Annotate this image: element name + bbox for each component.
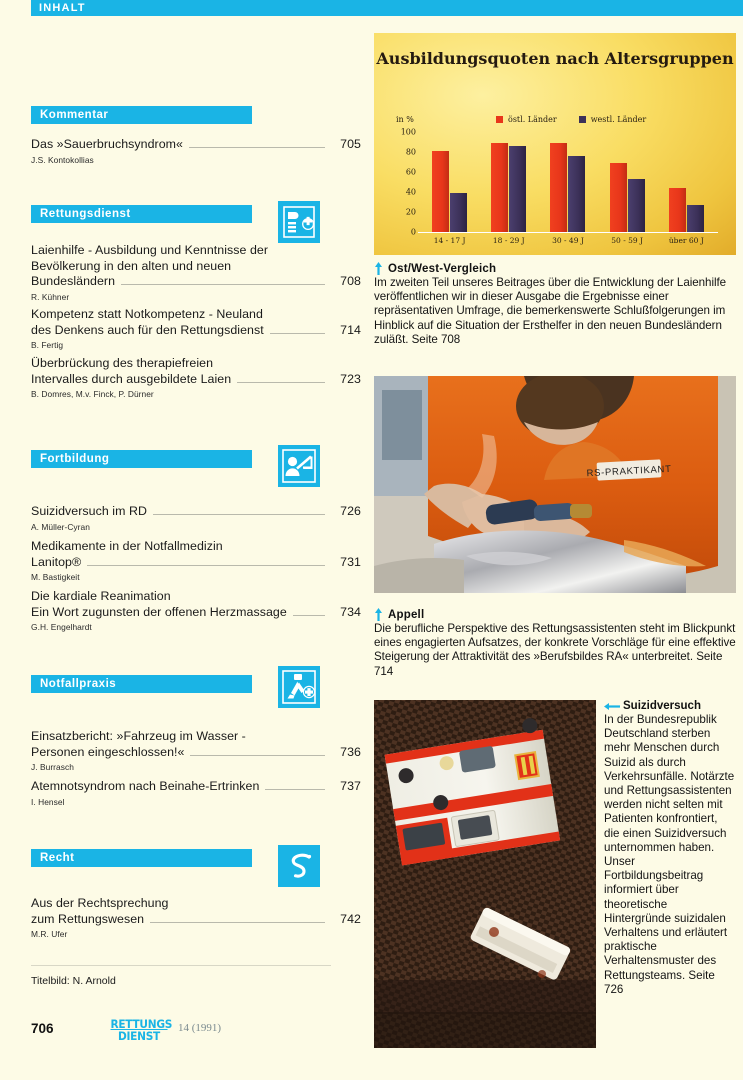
entry-title-line: Suizidversuch im RD (31, 504, 147, 518)
toc-entry[interactable] (31, 243, 361, 302)
entry-page-number: 708 (340, 274, 361, 289)
leader-dots (265, 789, 325, 790)
entry-page-number: 731 (340, 554, 361, 569)
toc-entry[interactable] (31, 779, 361, 807)
blurb-suizidversuch (604, 700, 736, 997)
section-label: Notfallpraxis (40, 678, 117, 690)
y-tick: 20 (405, 207, 416, 217)
toc-entry[interactable] (31, 504, 361, 532)
toc-entry[interactable] (31, 539, 361, 582)
cover-credit: Titelbild: N. Arnold (31, 975, 116, 987)
entry-page-number: 736 (340, 744, 361, 759)
toc-entry[interactable] (31, 307, 361, 350)
chart-x-tick-labels (420, 236, 716, 245)
section-header-kommentar (31, 106, 252, 124)
entry-title-line: des Denkens auch für den Rettungsdienst (31, 322, 264, 337)
blurb-ost-west (374, 262, 736, 347)
toc-entry[interactable] (31, 356, 361, 399)
chart-x-axis (418, 232, 718, 233)
blurb-heading (374, 608, 736, 621)
lecturer-icon (278, 445, 320, 487)
legend-item-west (579, 115, 646, 124)
aesculapian-snake-icon (278, 845, 320, 887)
entry-page-number: 723 (340, 371, 361, 386)
logo-line-1: RETTUNGS (110, 1017, 173, 1031)
bar-group (550, 132, 585, 232)
entry-title (31, 589, 361, 620)
y-tick: 60 (405, 167, 416, 177)
chart-y-axis-label: in % (396, 115, 414, 124)
arrow-up-icon (374, 262, 383, 275)
ausbildungsquoten-chart (374, 33, 736, 255)
entry-title-line: Bevölkerung in den alten und neuen (31, 258, 232, 273)
inhalt-label: INHALT (39, 2, 86, 14)
entry-title (31, 307, 361, 338)
page-number: 706 (31, 1021, 54, 1036)
leader-dots (150, 922, 325, 923)
entry-title-line: zum Rettungswesen (31, 911, 145, 926)
chart-title (374, 49, 736, 68)
section-label: Recht (40, 852, 75, 864)
blurb-heading-text: Appell (388, 608, 425, 621)
entry-page-number: 714 (340, 322, 361, 337)
entry-title-line: Laienhilfe - Ausbildung und Kenntnisse der (31, 243, 269, 257)
entry-title-line: Bundesländern (31, 274, 116, 289)
footer-divider (31, 965, 331, 966)
leader-dots (153, 514, 325, 515)
blurb-heading-text: Suizidversuch (623, 700, 701, 712)
y-tick: 0 (410, 227, 416, 237)
chart-title-text: Ausbildungsquoten nach Altersgruppen (376, 49, 734, 68)
section-header-rettungsdienst (31, 205, 252, 223)
entry-title (31, 896, 361, 927)
y-tick: 100 (400, 127, 416, 137)
entry-title (31, 504, 361, 520)
entry-title-line: Medikamente in der Notfallmedizin (31, 539, 223, 553)
ambulance-accident-scene-photo (374, 700, 596, 1048)
section-label: Kommentar (40, 109, 109, 121)
entry-author: B. Fertig (31, 340, 64, 351)
x-tick: 30 - 49 J (552, 236, 584, 245)
blurb-body: In der Bundesrepublik Deutschland sterben mehr Menschen durch Suizid als durch Verkehrsunfälle. Notärzte und Rettungsassistenten werden nicht selten mit Patienten konfrontiert, die einen Suizidversuch unternommen haben. Unser Fortbildungsbeitrag informiert über theoretische Hintergründe suizidalen Verhaltens und erläutert praktische Verhaltensmuster des Rettungsteams. Seite 726 (604, 713, 735, 996)
rettungsdienst-logo (108, 1017, 173, 1043)
toc-entry[interactable] (31, 729, 361, 772)
chart-bars (420, 132, 716, 232)
leader-dots (189, 147, 325, 148)
section-label: Fortbildung (40, 453, 110, 465)
entry-title-line: Aus der Rechtsprechung (31, 896, 169, 910)
legend-item-ost (496, 115, 557, 124)
legend-label-west: westl. Länder (590, 115, 647, 124)
legend-swatch-west (579, 116, 586, 123)
y-tick: 40 (405, 187, 416, 197)
entry-title (31, 243, 361, 290)
entry-title (31, 539, 361, 570)
toc-entry[interactable] (31, 589, 361, 632)
volume-year: 14 (1991) (178, 1022, 222, 1034)
chart-y-ticks (392, 125, 416, 237)
leader-dots (237, 382, 325, 383)
leader-dots (121, 284, 325, 285)
leader-dots (87, 565, 325, 566)
entry-author: I. Hensel (31, 796, 65, 807)
svg-text:RS-PRAKTIKANT: RS-PRAKTIKANT (586, 463, 672, 480)
leader-dots (270, 333, 325, 334)
first-aid-person-icon (278, 666, 320, 708)
blurb-body: Die berufliche Perspektive des Rettungsassistenten steht im Blickpunkt eines engagierten Aufsatzes, der konkrete Vorschläge für eine effektive Steigerung der Attraktivität des »Berufsbildes RA« unterbreitet. Seite 714 (374, 622, 736, 678)
entry-title-line: Überbrückung des therapiefreien (31, 356, 214, 370)
bar-group (610, 132, 645, 232)
x-tick: 18 - 29 J (492, 236, 525, 245)
section-header-fortbildung (31, 450, 252, 468)
blurb-heading (604, 700, 736, 712)
entry-author: G.H. Engelhardt (31, 622, 92, 633)
entry-page-number: 737 (340, 779, 361, 793)
entry-author: J.S. Kontokollias (31, 154, 94, 165)
blurb-body: Im zweiten Teil unseres Beitrages über die Entwicklung der Laienhilfe veröffentlichen wir in dieser Ausgabe die Ergebnisse einer repräsentativen Umfrage, die bemerkenswerte Schlußfolgerungen im Hinblick auf die Situation der Ersthelfer in den neuen Bundesländern zuläßt. Seite 708 (374, 276, 727, 346)
section-header-notfallpraxis (31, 675, 252, 693)
entry-title-line: Ein Wort zugunsten der offenen Herzmassage (31, 604, 287, 619)
entry-author: R. Kühner (31, 291, 70, 302)
entry-title-line: Personen eingeschlossen!« (31, 744, 185, 759)
x-tick: 14 - 17 J (433, 236, 466, 245)
x-tick: 50 - 59 J (611, 236, 644, 245)
entry-page-number: 734 (340, 604, 361, 619)
logo-line-2: DIENST (110, 1029, 167, 1041)
bar-group (669, 132, 704, 232)
toc-entry[interactable] (31, 137, 361, 165)
entry-title (31, 137, 361, 153)
bar-group (491, 132, 526, 232)
entry-title-line: Intervalles durch ausgebildete Laien (31, 371, 232, 386)
entry-page-number: 705 (340, 137, 361, 151)
entry-title-line: Atemnotsyndrom nach Beinahe-Ertrinken (31, 779, 260, 793)
entry-title-line: Das »Sauerbruchsyndrom« (31, 137, 183, 151)
entry-page-number: 742 (340, 911, 361, 926)
entry-title (31, 779, 361, 795)
legend-swatch-ost (496, 116, 503, 123)
ambulance-book-icon (278, 201, 320, 243)
entry-title (31, 356, 361, 387)
entry-page-number: 726 (340, 504, 361, 518)
x-tick: über 60 J (668, 236, 704, 245)
leader-dots (293, 615, 325, 616)
entry-author: A. Müller-Cyran (31, 521, 90, 532)
paramedic-trainee-photo (374, 376, 736, 593)
entry-author: J. Burrasch (31, 762, 74, 773)
entry-title-line: Die kardiale Reanimation (31, 589, 171, 603)
arrow-left-icon (604, 702, 620, 711)
section-label: Rettungsdienst (40, 208, 131, 220)
blurb-heading-text: Ost/West-Vergleich (388, 262, 497, 275)
entry-author: M.R. Ufer (31, 929, 68, 940)
toc-entry[interactable] (31, 896, 361, 939)
entry-author: B. Domres, M.v. Finck, P. Dürner (31, 389, 154, 400)
entry-title-line: Kompetenz statt Notkompetenz - Neuland (31, 307, 263, 321)
section-header-recht (31, 849, 252, 867)
bar-group (432, 132, 467, 232)
y-tick: 80 (405, 147, 416, 157)
leader-dots (190, 755, 325, 756)
chart-legend (496, 115, 646, 124)
legend-label-ost: östl. Länder (508, 115, 557, 124)
blurb-appell (374, 608, 736, 679)
blurb-heading (374, 262, 736, 275)
table-of-contents-column (31, 0, 361, 1080)
entry-title-line: Lanitop® (31, 554, 82, 569)
entry-author: M. Bastigkeit (31, 572, 80, 583)
arrow-up-icon (374, 608, 383, 621)
entry-title-line: Einsatzbericht: »Fahrzeug im Wasser - (31, 729, 246, 743)
entry-title (31, 729, 361, 760)
